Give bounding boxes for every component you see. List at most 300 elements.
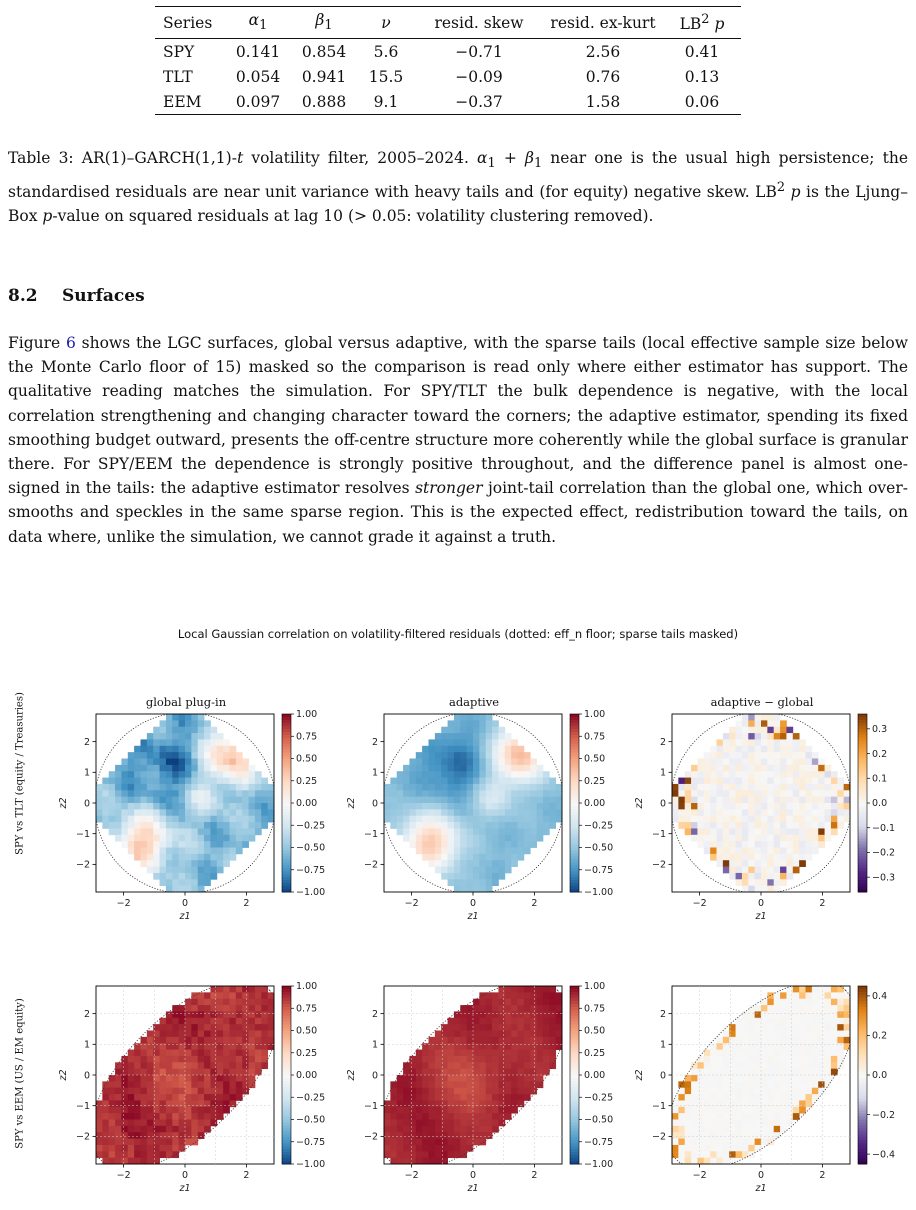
heatmap-cell	[390, 1132, 397, 1139]
heatmap-cell	[416, 1050, 423, 1057]
heatmap-cell	[742, 733, 749, 740]
heatmap-cell	[217, 1056, 224, 1063]
heatmap-cell	[556, 790, 563, 797]
heatmap-cell	[704, 803, 711, 810]
colorbar-segment	[570, 800, 579, 803]
heatmap-cell	[166, 727, 173, 734]
heatmap-cell	[448, 860, 455, 867]
colorbar-segment	[858, 1155, 867, 1158]
heatmap-cell	[454, 790, 461, 797]
heatmap-cell	[454, 727, 461, 734]
heatmap-cell	[460, 828, 467, 835]
heatmap-cell	[172, 1024, 179, 1031]
heatmap-cell	[479, 828, 486, 835]
heatmap-cell	[755, 1056, 762, 1063]
heatmap-cell	[518, 1024, 525, 1031]
heatmap-cell	[191, 1024, 198, 1031]
colorbar-segment	[282, 756, 291, 759]
heatmap-cell	[384, 1113, 391, 1120]
heatmap-cell	[837, 803, 844, 810]
heatmap-cell	[249, 797, 256, 804]
heatmap-cell	[723, 778, 730, 785]
heatmap-cell	[736, 1100, 743, 1107]
heatmap-cell	[223, 803, 230, 810]
heatmap-cell	[697, 828, 704, 835]
heatmap-cell	[249, 1011, 256, 1018]
heatmap-cell	[102, 1094, 109, 1101]
heatmap-cell	[736, 759, 743, 766]
heatmap-cell	[505, 841, 512, 848]
heatmap-cell	[467, 886, 474, 893]
heatmap-cell	[460, 1132, 467, 1139]
heatmap-cell	[397, 771, 404, 778]
heatmap-cell	[704, 771, 711, 778]
heatmap-cell	[761, 1050, 768, 1057]
heatmap-cell	[748, 784, 755, 791]
heatmap-cell	[678, 797, 685, 804]
heatmap-cell	[704, 759, 711, 766]
heatmap-cell	[837, 1024, 844, 1031]
heatmap-cell	[729, 867, 736, 874]
heatmap-cell	[473, 778, 480, 785]
heatmap-cell	[409, 803, 416, 810]
colorbar-segment	[570, 732, 579, 735]
heatmap-cell	[537, 816, 544, 823]
heatmap-cell	[518, 746, 525, 753]
heatmap-cell	[498, 1075, 505, 1082]
heatmap-cells	[384, 714, 562, 892]
heatmap-cell	[767, 854, 774, 861]
heatmap-cell	[429, 1151, 436, 1158]
heatmap-cell	[460, 1062, 467, 1069]
heatmap-cell	[518, 848, 525, 855]
heatmap-cell	[498, 733, 505, 740]
heatmap-cell	[141, 841, 148, 848]
heatmap-cell	[812, 809, 819, 816]
heatmap-cell	[409, 1081, 416, 1088]
heatmap-cell	[729, 733, 736, 740]
heatmap-cell	[403, 1126, 410, 1133]
heatmap-cell	[717, 752, 724, 759]
colorbar-segment	[858, 1031, 867, 1034]
heatmap-cell	[128, 848, 135, 855]
y-tick-label: 1	[659, 767, 666, 779]
heatmap-cell	[422, 1050, 429, 1057]
heatmap-cell	[697, 1151, 704, 1158]
heatmap-cell	[166, 1037, 173, 1044]
heatmap-cell	[441, 727, 448, 734]
heatmap-cell	[242, 790, 249, 797]
heatmap-cell	[454, 1081, 461, 1088]
heatmap-cell	[479, 1126, 486, 1133]
heatmap-cell	[121, 835, 128, 842]
heatmap-cell	[109, 1107, 116, 1114]
colorbar-segment	[858, 1146, 867, 1149]
heatmap-cell	[223, 854, 230, 861]
heatmap-cell	[435, 1126, 442, 1133]
colorbar-segment	[570, 1081, 579, 1084]
heatmap-cell	[128, 828, 135, 835]
heatmap-cell	[812, 759, 819, 766]
heatmap-cell	[479, 1088, 486, 1095]
heatmap-cell	[691, 816, 698, 823]
heatmap-cell	[723, 759, 730, 766]
heatmap-cell	[498, 1031, 505, 1038]
colorbar-tick-label: −0.25	[296, 1092, 326, 1104]
heatmap-cell	[825, 816, 832, 823]
heatmap-cell	[384, 1151, 391, 1158]
heatmap-cell	[255, 822, 262, 829]
heatmap-cell	[837, 1005, 844, 1012]
heatmap-cell	[242, 1075, 249, 1082]
heatmap-cell	[397, 1113, 404, 1120]
heatmap-cell	[761, 841, 768, 848]
heatmap-cell	[486, 727, 493, 734]
heatmap-cell	[736, 797, 743, 804]
heatmap-cell	[160, 1126, 167, 1133]
heatmap-cell	[134, 784, 141, 791]
heatmap-cell	[767, 1081, 774, 1088]
heatmap-cell	[230, 1031, 237, 1038]
x-tick-label: −2	[692, 898, 707, 909]
table-row	[155, 89, 741, 115]
colorbar-segment	[570, 871, 579, 874]
heatmap-cell	[486, 1037, 493, 1044]
heatmap-cell	[761, 790, 768, 797]
heatmap-cell	[147, 1151, 154, 1158]
heatmap-cell	[261, 1050, 268, 1057]
heatmap-cell	[723, 1031, 730, 1038]
heatmap-cell	[530, 1037, 537, 1044]
heatmap-cell	[204, 992, 211, 999]
heatmap-cell	[717, 797, 724, 804]
heatmap-cell	[831, 797, 838, 804]
heatmap-cell	[498, 848, 505, 855]
heatmap-cell	[518, 835, 525, 842]
heatmap-cell	[384, 790, 391, 797]
x-tick-label: 0	[757, 898, 765, 909]
heatmap-cell	[774, 790, 781, 797]
heatmap-cell	[223, 860, 230, 867]
heatmap-cell	[422, 797, 429, 804]
colorbar	[858, 714, 867, 893]
heatmap-cell	[448, 828, 455, 835]
heatmap-cell	[486, 752, 493, 759]
colorbar-segment	[282, 1066, 291, 1069]
heatmap-cell	[109, 1088, 116, 1095]
heatmap-cell	[486, 828, 493, 835]
heatmap-cell	[473, 803, 480, 810]
heatmap-cell	[761, 828, 768, 835]
heatmap-cell	[166, 1069, 173, 1076]
heatmap-cell	[710, 797, 717, 804]
heatmap-cell	[524, 1056, 531, 1063]
heatmap-cell	[799, 1011, 806, 1018]
heatmap-cell	[742, 860, 749, 867]
heatmap-cell	[473, 746, 480, 753]
heatmap-cell	[236, 835, 243, 842]
heatmap-cell	[537, 797, 544, 804]
heatmap-cell	[723, 1075, 730, 1082]
heatmap-cell	[492, 771, 499, 778]
heatmap-cell	[198, 752, 205, 759]
heatmap-cell	[486, 1120, 493, 1127]
heatmap-cell	[786, 854, 793, 861]
heatmap-cell	[198, 873, 205, 880]
heatmap-cell	[121, 790, 128, 797]
heatmap-cell	[460, 841, 467, 848]
heatmap-cell	[486, 790, 493, 797]
heatmap-cell	[454, 809, 461, 816]
heatmap-cell	[166, 1132, 173, 1139]
colorbar-segment	[282, 986, 291, 989]
heatmap-cell	[761, 746, 768, 753]
heatmap-cell	[441, 759, 448, 766]
heatmap-cell	[147, 771, 154, 778]
heatmap-cell	[166, 860, 173, 867]
heatmap-cell	[723, 1126, 730, 1133]
heatmap-cell	[249, 835, 256, 842]
heatmap-cell	[416, 841, 423, 848]
heatmap-cell	[198, 1031, 205, 1038]
heatmap-cell	[166, 1145, 173, 1152]
heatmap-cell	[767, 1100, 774, 1107]
heatmap-cell	[210, 986, 217, 993]
heatmap-cell	[793, 860, 800, 867]
heatmap-cell	[210, 1107, 217, 1114]
colorbar-segment	[570, 779, 579, 782]
heatmap-cell	[422, 790, 429, 797]
heatmap-cell	[806, 797, 813, 804]
heatmap-cell	[486, 1075, 493, 1082]
heatmap-cell	[742, 1062, 749, 1069]
heatmap-cell	[242, 1011, 249, 1018]
heatmap-cell	[761, 886, 768, 893]
heatmap-cell	[255, 1037, 262, 1044]
heatmap-cell	[467, 784, 474, 791]
heatmap-cell	[429, 1120, 436, 1127]
heatmap-cell	[217, 841, 224, 848]
heatmap-cell	[761, 1018, 768, 1025]
heatmap-cell	[755, 854, 762, 861]
colorbar-segment	[858, 830, 867, 833]
heatmap-cell	[429, 835, 436, 842]
colorbar-segment	[858, 803, 867, 806]
heatmap-cell	[435, 790, 442, 797]
heatmap-cell	[812, 1031, 819, 1038]
x-axis-label: z1	[467, 911, 479, 922]
heatmap-cell	[530, 1056, 537, 1063]
heatmap-cell	[128, 1056, 135, 1063]
heatmap-cell	[556, 1011, 563, 1018]
heatmap-cell	[543, 1005, 550, 1012]
heatmap-cell	[717, 854, 724, 861]
heatmap-cell	[179, 841, 186, 848]
heatmap-cell	[479, 752, 486, 759]
heatmap-cell	[198, 1126, 205, 1133]
heatmap-cell	[160, 879, 167, 886]
heatmap-cell	[172, 854, 179, 861]
heatmap-cell	[492, 992, 499, 999]
heatmap-cell	[710, 778, 717, 785]
colorbar-segment	[282, 788, 291, 791]
heatmap-cell	[755, 1069, 762, 1076]
heatmap-cell	[486, 1094, 493, 1101]
heatmap-cell	[179, 860, 186, 867]
heatmap-cell	[742, 1050, 749, 1057]
heatmap-cell	[786, 1100, 793, 1107]
colorbar-segment	[570, 1075, 579, 1078]
heatmap-cell	[691, 1113, 698, 1120]
heatmap-cell	[147, 854, 154, 861]
heatmap-cell	[717, 860, 724, 867]
heatmap-cell	[537, 778, 544, 785]
heatmap-cell	[697, 1100, 704, 1107]
heatmap-cell	[755, 1120, 762, 1127]
heatmap-cell	[467, 1088, 474, 1095]
heatmap-cell	[435, 867, 442, 874]
heatmap-cell	[204, 720, 211, 727]
heatmap-cell	[403, 771, 410, 778]
heatmap-cell	[435, 1050, 442, 1057]
colorbar-segment	[282, 853, 291, 856]
heatmap-cell	[429, 771, 436, 778]
heatmap-cell	[409, 841, 416, 848]
heatmap-cell	[121, 1151, 128, 1158]
figure-title: Local Gaussian correlation on volatility-filtered residuals (dotted: eff_n floor; sparse tails masked)	[177, 627, 739, 641]
colorbar-segment	[282, 735, 291, 738]
colorbar-segment	[282, 880, 291, 883]
heatmap-cell	[191, 828, 198, 835]
heatmap-cell	[748, 803, 755, 810]
heatmap-cell	[774, 733, 781, 740]
colorbar-segment	[858, 1075, 867, 1078]
heatmap-cell	[780, 765, 787, 772]
heatmap-cell	[160, 1018, 167, 1025]
heatmap-cell	[780, 790, 787, 797]
heatmap-cell	[537, 1056, 544, 1063]
heatmap-cell	[479, 797, 486, 804]
heatmap-cell	[799, 992, 806, 999]
heatmap-cell	[179, 1056, 186, 1063]
figure-ref-link[interactable]: 6	[66, 334, 76, 352]
heatmap-cell	[160, 835, 167, 842]
heatmap-cell	[524, 1069, 531, 1076]
heatmap-cell	[780, 752, 787, 759]
heatmap-cell	[755, 860, 762, 867]
heatmap-cell	[691, 771, 698, 778]
heatmap-cell	[198, 739, 205, 746]
heatmap-cell	[230, 1069, 237, 1076]
heatmap-cell	[185, 1120, 192, 1127]
table-cell: −0.37	[455, 92, 503, 111]
heatmap-cell	[767, 746, 774, 753]
heatmap-cell	[678, 803, 685, 810]
heatmap-cell	[249, 1075, 256, 1082]
heatmap-cell	[818, 822, 825, 829]
colorbar-segment	[282, 1007, 291, 1010]
heatmap-cell	[242, 1062, 249, 1069]
heatmap-cell	[530, 809, 537, 816]
heatmap-cell	[837, 1050, 844, 1057]
heatmap-cell	[141, 1158, 148, 1165]
heatmap-cell	[147, 746, 154, 753]
heatmap-cell	[204, 835, 211, 842]
heatmap-cell	[435, 1081, 442, 1088]
colorbar-segment	[282, 1063, 291, 1066]
heatmap-cell	[505, 809, 512, 816]
heatmap-cell	[172, 714, 179, 721]
heatmap-cell	[723, 1151, 730, 1158]
colorbar-segment	[570, 815, 579, 818]
heatmap-cell	[128, 1132, 135, 1139]
heatmap-cell	[172, 778, 179, 785]
y-tick-label: 2	[371, 736, 378, 748]
heatmap-cell	[742, 727, 749, 734]
colorbar-segment	[570, 1084, 579, 1087]
heatmap-cell	[825, 986, 832, 993]
heatmap-cell	[729, 778, 736, 785]
heatmap-cell	[141, 860, 148, 867]
heatmap-cell	[704, 841, 711, 848]
heatmap-cell	[473, 1120, 480, 1127]
heatmap-cell	[172, 1088, 179, 1095]
heatmap-cell	[160, 841, 167, 848]
colorbar-segment	[282, 833, 291, 836]
heatmap-cell	[511, 1075, 518, 1082]
heatmap-cell	[844, 1018, 851, 1025]
heatmap-cell	[191, 778, 198, 785]
heatmap-cell	[210, 999, 217, 1006]
heatmap-cell	[261, 803, 268, 810]
heatmap-cell	[435, 759, 442, 766]
heatmap-cell	[556, 1024, 563, 1031]
heatmap-cell	[780, 854, 787, 861]
heatmap-cell	[134, 752, 141, 759]
colorbar-segment	[282, 791, 291, 794]
heatmap-cell	[767, 784, 774, 791]
heatmap-cell	[767, 1120, 774, 1127]
heatmap-cell	[742, 816, 749, 823]
heatmap-cell	[249, 1050, 256, 1057]
heatmap-cell	[530, 1024, 537, 1031]
heatmap-cell	[818, 999, 825, 1006]
heatmap-cell	[217, 1081, 224, 1088]
heatmap-cell	[486, 1126, 493, 1133]
heatmap-cell	[147, 1158, 154, 1165]
heatmap-cell	[166, 1018, 173, 1025]
heatmap-cell	[748, 739, 755, 746]
heatmap-cell	[460, 1031, 467, 1038]
heatmap-cell	[761, 1088, 768, 1095]
heatmap-cell	[166, 1120, 173, 1127]
heatmap-cell	[691, 1120, 698, 1127]
heatmap-cell	[723, 1113, 730, 1120]
heatmap-cell	[115, 797, 122, 804]
heatmap-cell	[685, 771, 692, 778]
heatmap-cell	[492, 733, 499, 740]
heatmap-cell	[736, 1081, 743, 1088]
y-tick-label: −1	[363, 828, 378, 840]
heatmap-cell	[384, 809, 391, 816]
heatmap-cell	[109, 1075, 116, 1082]
colorbar-segment	[570, 1114, 579, 1117]
heatmap-cell	[549, 809, 556, 816]
heatmap-cell	[505, 867, 512, 874]
heatmap-cell	[147, 765, 154, 772]
heatmap-cell	[397, 809, 404, 816]
y-tick-label: 2	[83, 1008, 90, 1020]
